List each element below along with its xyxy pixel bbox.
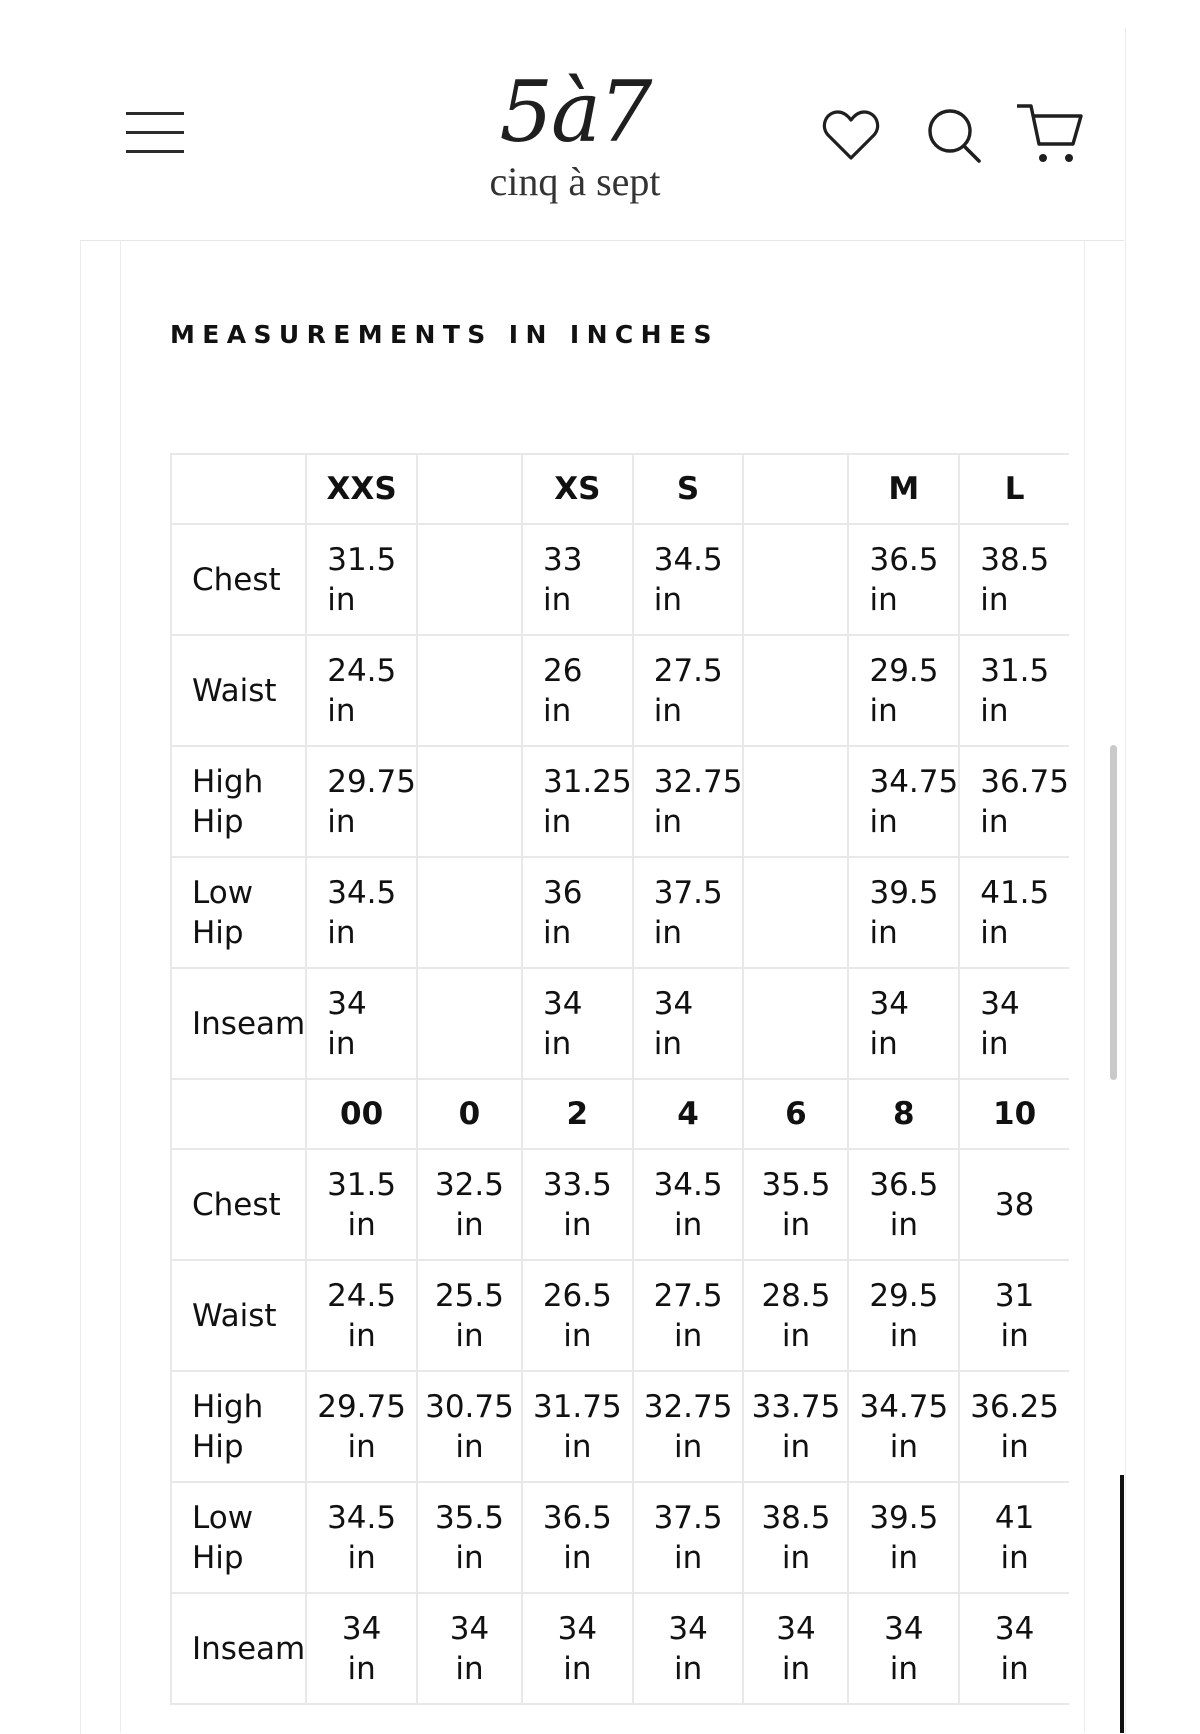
measurement-value: 38.5 in — [743, 1482, 848, 1593]
screen-edge — [1120, 1475, 1124, 1733]
logo-wordmark: cinq à sept — [489, 159, 661, 204]
measurement-value: 36.5 in — [522, 1482, 633, 1593]
measurement-value: 34.75 in — [848, 1371, 959, 1482]
measurement-value: 31.5 in — [306, 524, 417, 635]
measurement-value: 34 in — [633, 968, 744, 1079]
scrollbar-thumb[interactable] — [1110, 745, 1117, 1080]
measurement-value: 33 in — [522, 524, 633, 635]
size-header-cell — [417, 454, 522, 524]
measurement-value: 34 in — [417, 1593, 522, 1704]
measurement-value: 36.5 in — [848, 524, 959, 635]
measurement-value — [417, 635, 522, 746]
measurement-value: 31.5 in — [959, 635, 1069, 746]
size-header-row — [171, 1079, 1069, 1149]
measurement-value: 31.5 in — [306, 1149, 417, 1260]
size-header-cell: L — [959, 454, 1069, 524]
content-border-left — [120, 240, 121, 1733]
measurement-value: 34 in — [306, 1593, 417, 1704]
measurement-value: 35.5 in — [417, 1482, 522, 1593]
measurement-value: 32.75 in — [633, 1371, 744, 1482]
measurement-value: 39.5 in — [848, 1482, 959, 1593]
measurement-value: 34 in — [848, 968, 959, 1079]
measurement-label: Chest — [171, 524, 306, 635]
size-header-cell: 8 — [848, 1079, 959, 1149]
search-icon[interactable] — [926, 106, 984, 166]
size-header-cell: 0 — [417, 1079, 522, 1149]
measurement-value: 28.5 in — [743, 1260, 848, 1371]
size-chart-table — [170, 453, 1069, 1705]
measurement-value: 31.75 in — [522, 1371, 633, 1482]
measurement-value: 36.25 in — [959, 1371, 1069, 1482]
logo-mark: 5à7 — [499, 63, 651, 161]
measurement-value: 36.5 in — [848, 1149, 959, 1260]
measurement-value: 32.75 in — [633, 746, 744, 857]
measurement-value: 30.75 in — [417, 1371, 522, 1482]
measurement-value: 24.5 in — [306, 635, 417, 746]
measurement-value — [743, 524, 848, 635]
measurement-value: 34 in — [848, 1593, 959, 1704]
measurement-value: 31 in — [959, 1260, 1069, 1371]
size-header-cell — [743, 454, 848, 524]
measurement-label: Low Hip — [171, 1482, 306, 1593]
size-header-cell: XS — [522, 454, 633, 524]
menu-icon[interactable] — [126, 112, 184, 154]
corner-cell — [171, 454, 306, 524]
measurement-row — [171, 1482, 1069, 1593]
measurement-label: High Hip — [171, 746, 306, 857]
size-header-cell: 4 — [633, 1079, 744, 1149]
measurement-value: 36.75 in — [959, 746, 1069, 857]
measurement-row — [171, 746, 1069, 857]
measurement-value: 29.5 in — [848, 1260, 959, 1371]
measurement-value: 26.5 in — [522, 1260, 633, 1371]
measurement-row — [171, 1149, 1069, 1260]
size-header-cell: 2 — [522, 1079, 633, 1149]
measurement-row — [171, 1260, 1069, 1371]
size-header-cell: XXS — [306, 454, 417, 524]
measurement-value: 34 in — [959, 968, 1069, 1079]
measurement-value: 33.5 in — [522, 1149, 633, 1260]
size-header-cell: 10 — [959, 1079, 1069, 1149]
measurement-value — [417, 857, 522, 968]
measurement-row — [171, 524, 1069, 635]
measurement-row — [171, 1371, 1069, 1482]
size-header-cell: M — [848, 454, 959, 524]
measurement-value: 41.5 in — [959, 857, 1069, 968]
measurement-value: 35.5 in — [743, 1149, 848, 1260]
measurement-value: 37.5 in — [633, 857, 744, 968]
measurement-value: 29.75 in — [306, 1371, 417, 1482]
measurement-value — [417, 746, 522, 857]
measurement-value: 26 in — [522, 635, 633, 746]
measurement-value — [743, 968, 848, 1079]
measurement-value: 41 in — [959, 1482, 1069, 1593]
measurement-value: 29.75 in — [306, 746, 417, 857]
size-header-row — [171, 454, 1069, 524]
measurement-label: Chest — [171, 1149, 306, 1260]
measurement-label: Waist — [171, 635, 306, 746]
measurement-label: High Hip — [171, 1371, 306, 1482]
corner-cell — [171, 1079, 306, 1149]
measurement-value: 34 in — [306, 968, 417, 1079]
size-header-cell: 6 — [743, 1079, 848, 1149]
measurement-value: 29.5 in — [848, 635, 959, 746]
measurement-value: 33.75 in — [743, 1371, 848, 1482]
content-border-right — [1084, 240, 1085, 1733]
measurement-value: 34.5 in — [306, 1482, 417, 1593]
measurement-value — [743, 857, 848, 968]
measurement-value: 25.5 in — [417, 1260, 522, 1371]
measurement-value: 31.25 in — [522, 746, 633, 857]
measurement-label: Waist — [171, 1260, 306, 1371]
measurement-value: 34.5 in — [633, 1149, 744, 1260]
section-title: MEASUREMENTS IN INCHES — [170, 320, 719, 349]
measurement-value: 37.5 in — [633, 1482, 744, 1593]
measurement-value: 36 in — [522, 857, 633, 968]
measurement-row — [171, 635, 1069, 746]
measurement-value — [743, 746, 848, 857]
measurement-value: 34 in — [633, 1593, 744, 1704]
measurement-label: Low Hip — [171, 857, 306, 968]
size-header-cell: S — [633, 454, 744, 524]
measurement-value: 39.5 in — [848, 857, 959, 968]
measurement-value — [417, 968, 522, 1079]
measurement-value: 34.5 in — [633, 524, 744, 635]
measurement-value: 24.5 in — [306, 1260, 417, 1371]
brand-logo[interactable] — [450, 64, 700, 234]
measurement-value: 34 in — [522, 968, 633, 1079]
measurement-row — [171, 857, 1069, 968]
size-header-cell: 00 — [306, 1079, 417, 1149]
measurement-label: Inseam — [171, 968, 306, 1079]
measurement-value: 27.5 in — [633, 635, 744, 746]
heart-icon[interactable] — [822, 108, 880, 162]
measurement-value: 34.75 in — [848, 746, 959, 857]
measurement-value: 38 — [959, 1149, 1069, 1260]
measurement-value: 34 in — [959, 1593, 1069, 1704]
measurement-row — [171, 968, 1069, 1079]
measurement-value: 34 in — [522, 1593, 633, 1704]
measurement-value: 32.5 in — [417, 1149, 522, 1260]
measurement-row — [171, 1593, 1069, 1704]
measurement-value: 34.5 in — [306, 857, 417, 968]
measurement-value: 38.5 in — [959, 524, 1069, 635]
measurement-value: 34 in — [743, 1593, 848, 1704]
measurement-value — [743, 635, 848, 746]
measurement-value: 27.5 in — [633, 1260, 744, 1371]
measurement-value — [417, 524, 522, 635]
site-header — [80, 28, 1124, 241]
measurement-label: Inseam — [171, 1593, 306, 1704]
cart-icon[interactable] — [1015, 102, 1085, 172]
